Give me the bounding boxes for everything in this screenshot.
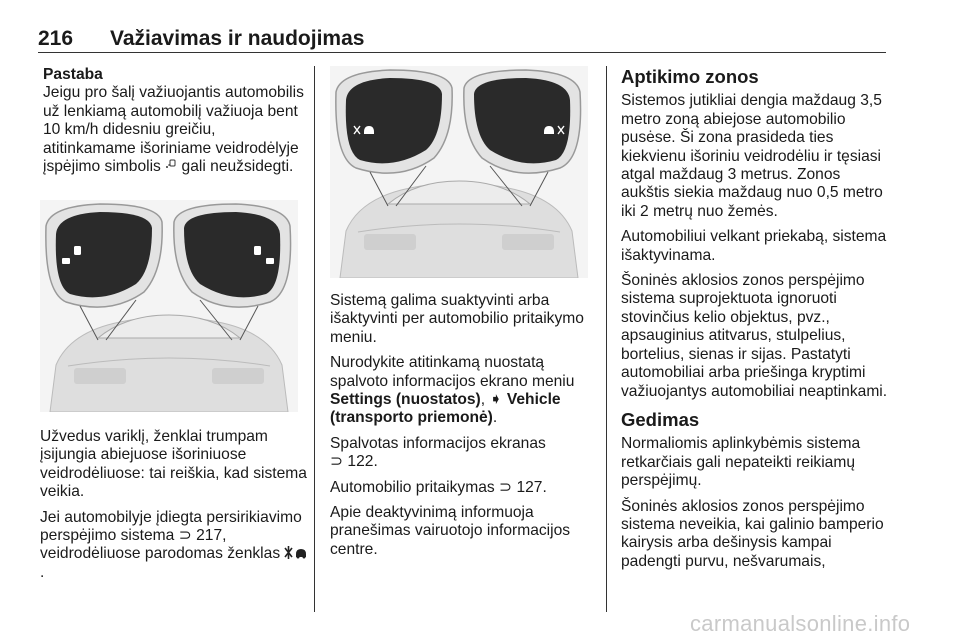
reference-arrow-icon: ⊃ xyxy=(178,527,192,545)
paragraph-bumper-dirt: Šoninės aklosios zonos perspėjimo sistema neveikia, kai galinio bamperio kairysis arba dešinysis kampai padengti purvu, nešvarumais, xyxy=(621,497,884,570)
page-header xyxy=(38,27,364,51)
blind-spot-symbol-icon xyxy=(165,159,177,170)
page-number: 216 xyxy=(38,27,74,50)
column-divider-2 xyxy=(606,66,607,612)
paragraph-startup: Užvedus variklį, ženklai trumpam įsijungia abiejuose išoriniuose veidrodėliuose: tai reiškia, kad sistema veikia. xyxy=(40,428,307,501)
mirrors-active-figure xyxy=(330,66,588,278)
paragraph-ignore-objects: Šoninės aklosios zonos perspėjimo sistema suprojektuota ignoruoti stovinčius kelio objektus, pvz., apsauginius atitvarus, stulpelius, bortelius, sienas ir sijas. Pastatyti automobiliai arba priešinga kryptimi važiuojantys automobiliai neaptinkami. xyxy=(621,272,888,400)
settings-menu-item: Settings (nuostatos) xyxy=(330,391,481,409)
column-1-text xyxy=(40,428,310,589)
header-rule xyxy=(38,52,886,53)
paragraph-info-display: Spalvotas informacijos ekranas ⊃ 122. xyxy=(330,434,546,471)
vehicle-menu-item: Vehicle (transporto priemonė) xyxy=(330,391,561,427)
note-heading: Pastaba xyxy=(43,66,103,83)
column-2 xyxy=(330,292,598,566)
note-text: Jeigu pro šalį važiuojantis automobilis už lenkiamą automobilį važiuoja bent 10 km/h didesniu greičiu, atitinkamame išoriniame veidrodėlyje įspėjimo simbolis gali neužsidegti. xyxy=(43,84,304,176)
mirrors-startup-figure xyxy=(40,200,298,412)
watermark: carmanualsonline.info xyxy=(690,611,911,636)
heading-fault: Gedimas xyxy=(621,408,700,430)
paragraph-activate: Sistemą galima suaktyvinti arba išaktyvinti per automobilio pritaikymo meniu. xyxy=(330,292,584,346)
reference-arrow-icon: ⊃ xyxy=(330,453,344,471)
paragraph-trailer: Automobiliui velkant priekabą, sistema išaktyvinama. xyxy=(621,228,887,264)
page-title: Važiavimas ir naudojimas xyxy=(110,27,365,50)
paragraph-settings: Nurodykite atitinkamą nuostatą spalvoto informacijos ekrano meniu Settings (nuostatos), ➧ Vehicle (transporto priemonė). xyxy=(330,354,575,427)
paragraph-lane-change: Jei automobilyje įdiegta persirikiavimo perspėjimo sistema ⊃ 217, veidrodėliuose parodomas ženklas . xyxy=(40,509,310,583)
warning-car-symbol-icon xyxy=(284,546,308,559)
paragraph-deactivation: Apie deaktyvinimą informuoja pranešimas vairuotojo informacijos centre. xyxy=(330,504,571,558)
column-divider-1 xyxy=(314,66,315,612)
note-box xyxy=(43,66,310,176)
reference-arrow-icon: ⊃ xyxy=(499,478,513,496)
menu-arrow-icon: ➧ xyxy=(489,391,503,409)
column-3 xyxy=(621,68,889,578)
column-1 xyxy=(40,66,310,176)
paragraph-zones: Sistemos jutikliai dengia maždaug 3,5 metro zoną abiejose automobilio pusėse. Ši zona prasideda ties kiekvienu išoriniu veidrodėliu ir tęsiasi atgal maždaug 3 metrus. Zonos aukštis siekia maždaug nuo 0,5 metro iki 2 metrų nuo žemės. xyxy=(621,92,883,220)
paragraph-personalization: Automobilio pritaikymas ⊃ 127. xyxy=(330,478,547,496)
heading-detection-zones: Aptikimo zonos xyxy=(621,66,759,87)
paragraph-normal-conditions: Normaliomis aplinkybėmis sistema retkarčiais gali nepateikti reikiamų perspėjimų. xyxy=(621,435,861,490)
